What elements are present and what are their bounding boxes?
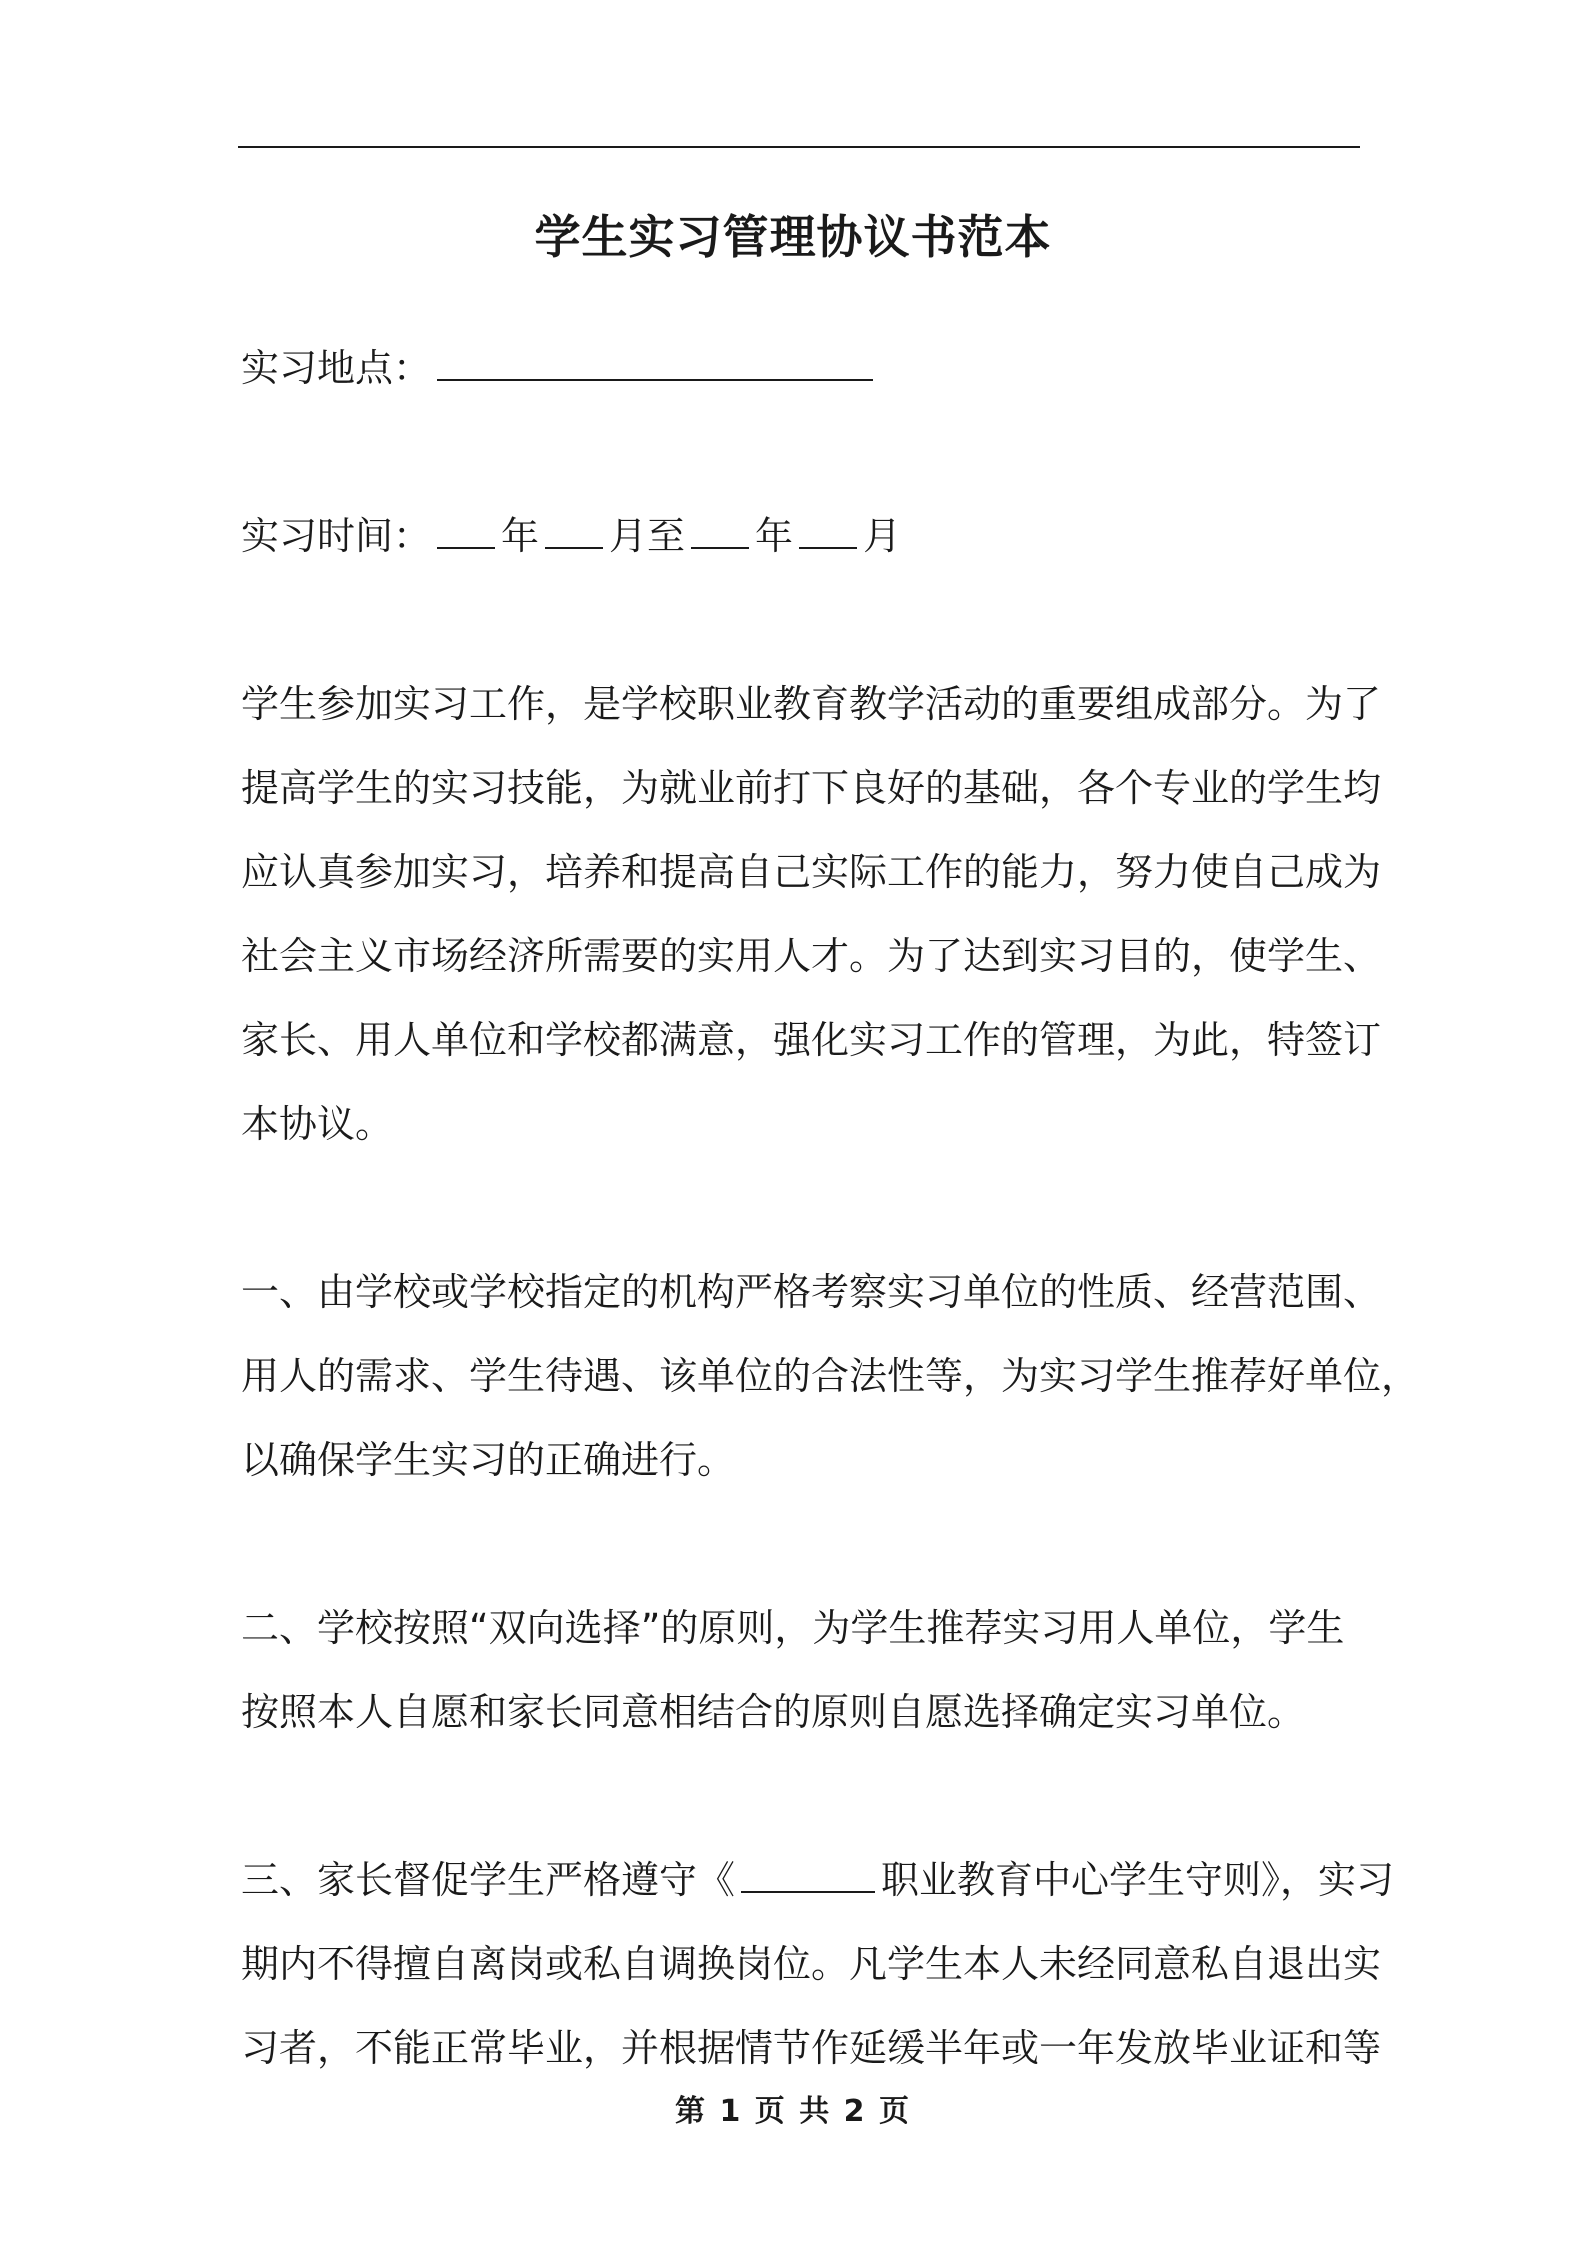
paragraph-line: 学生参加实习工作，是学校职业教育教学活动的重要组成部分。为了 xyxy=(241,682,1382,726)
intro-paragraph xyxy=(241,662,1381,1166)
paragraph-line: 家长、用人单位和学校都满意，强化实习工作的管理，为此，特签订 xyxy=(241,1018,1382,1062)
paragraph-line: 用人的需求、学生待遇、该单位的合法性等，为实习学生推荐好单位， xyxy=(241,1354,1420,1398)
start-year-blank xyxy=(437,511,495,549)
end-month-blank xyxy=(799,511,857,549)
paragraph-line: 一、由学校或学校指定的机构严格考察实习单位的性质、经营范围、 xyxy=(241,1270,1382,1314)
paragraph-line: 按照本人自愿和家长同意相结合的原则自愿选择确定实习单位。 xyxy=(241,1690,1306,1734)
document-body xyxy=(241,326,1420,2090)
spacer xyxy=(241,1502,1381,1586)
period-month-2: 月 xyxy=(863,514,902,558)
period-year-2: 年 xyxy=(755,514,794,558)
location-label: 实习地点： xyxy=(241,346,432,390)
location-blank xyxy=(437,343,873,381)
clause-2 xyxy=(241,1586,1381,1754)
paragraph-line: 提高学生的实习技能，为就业前打下良好的基础，各个专业的学生均 xyxy=(241,766,1382,810)
spacer xyxy=(241,410,1381,494)
paragraph-line: 社会主义市场经济所需要的实用人才。为了达到实习目的，使学生、 xyxy=(241,934,1382,978)
spacer xyxy=(241,1166,1381,1250)
paragraph-line: 二、学校按照“双向选择”的原则，为学生推荐实习用人单位，学生 xyxy=(241,1606,1345,1650)
clause-1 xyxy=(241,1250,1420,1502)
spacer xyxy=(241,578,1381,662)
clause-3-prefix: 三、家长督促学生严格遵守《 xyxy=(241,1858,736,1902)
paragraph-line: 习者，不能正常毕业，并根据情节作延缓半年或一年发放毕业证和等 xyxy=(241,2026,1382,2070)
start-month-blank xyxy=(545,511,603,549)
paragraph-line xyxy=(241,1838,1395,1922)
period-label: 实习时间： xyxy=(241,514,432,558)
paragraph-line: 应认真参加实习，培养和提高自己实际工作的能力，努力使自己成为 xyxy=(241,850,1382,894)
location-line xyxy=(241,326,1381,410)
period-year-1: 年 xyxy=(501,514,540,558)
school-name-blank xyxy=(741,1855,875,1893)
document-title: 学生实习管理协议书范本 xyxy=(534,210,1052,264)
period-line xyxy=(241,494,1381,578)
spacer xyxy=(241,1754,1381,1838)
clause-3-suffix: 职业教育中心学生守则》，实习 xyxy=(881,1858,1395,1902)
header-rule xyxy=(238,146,1360,148)
page-footer: 第 1 页 共 2 页 xyxy=(675,2094,911,2129)
end-year-blank xyxy=(691,511,749,549)
paragraph-line: 以确保学生实习的正确进行。 xyxy=(241,1438,736,1482)
paragraph-line: 本协议。 xyxy=(241,1102,394,1146)
paragraph-line: 期内不得擅自离岗或私自调换岗位。凡学生本人未经同意私自退出实 xyxy=(241,1942,1382,1986)
clause-3 xyxy=(241,1838,1395,2090)
period-month-1: 月至 xyxy=(609,514,686,558)
